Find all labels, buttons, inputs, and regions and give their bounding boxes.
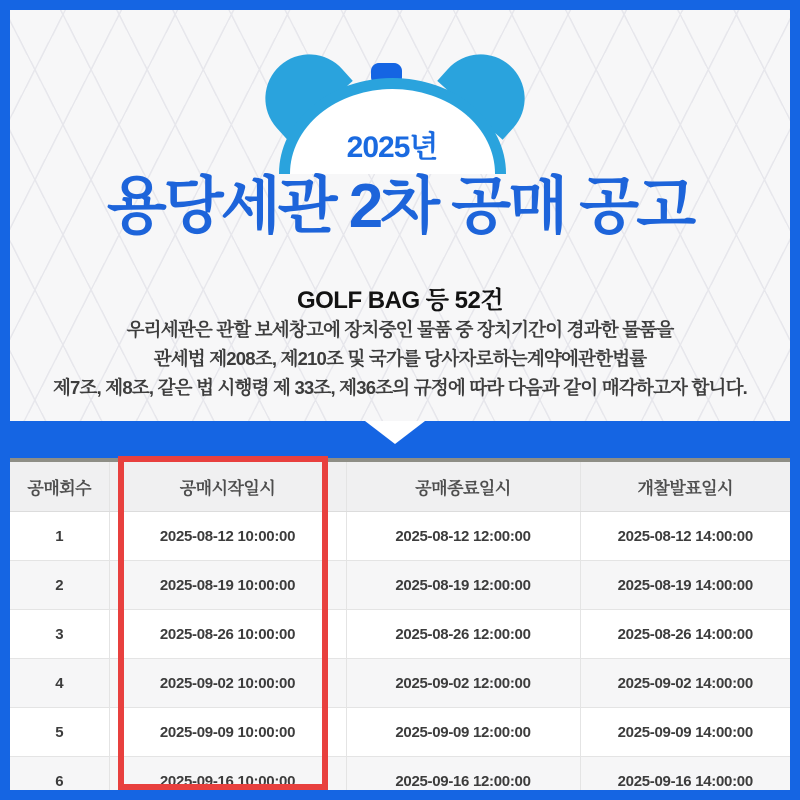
table-cell: 2025-09-09 14:00:00: [580, 708, 790, 757]
table-cell: 1: [10, 512, 109, 561]
item-summary: GOLF BAG 등 52건: [296, 287, 504, 314]
table-row: [10, 708, 790, 757]
auction-schedule-table: [10, 458, 790, 790]
table-row: [10, 757, 790, 791]
table-cell: 2025-08-26 12:00:00: [346, 610, 580, 659]
notice-description: [10, 315, 790, 402]
description-line: 우리세관은 관할 보세창고에 장치중인 물품 중 장치기간이 경과한 물품을: [126, 319, 674, 340]
table-row: [10, 610, 790, 659]
table-cell: 2025-08-12 10:00:00: [109, 512, 346, 561]
table-cell: 2025-08-19 10:00:00: [109, 561, 346, 610]
column-header: 공매종료일시: [346, 462, 580, 512]
column-header: 개찰발표일시: [580, 462, 790, 512]
table-cell: 3: [10, 610, 109, 659]
poster-content: [10, 10, 790, 790]
table-cell: 2025-09-16 12:00:00: [346, 757, 580, 791]
page-title: 용당세관 2차 공매 공고: [106, 172, 694, 241]
table-row: [10, 561, 790, 610]
table-cell: 2: [10, 561, 109, 610]
table-cell: 5: [10, 708, 109, 757]
table-cell: 2025-09-09 10:00:00: [109, 708, 346, 757]
pointer-down-triangle: [365, 421, 425, 444]
table-cell: 2025-09-02 14:00:00: [580, 659, 790, 708]
description-line: 제7조, 제8조, 같은 법 시행령 제 33조, 제36조의 규정에 따라 다음과 같이 매각하고자 합니다.: [52, 377, 748, 398]
column-header: 공매시작일시: [109, 462, 346, 512]
table-header-row: [10, 462, 790, 512]
table-row: [10, 512, 790, 561]
description-line: 관세법 제208조, 제210조 및 국가를 당사자로하는계약에관한법률: [153, 348, 647, 369]
table-cell: 2025-08-12 14:00:00: [580, 512, 790, 561]
table-cell: 2025-08-26 14:00:00: [580, 610, 790, 659]
table-cell: 2025-08-12 12:00:00: [346, 512, 580, 561]
table-row: [10, 659, 790, 708]
table-cell: 2025-08-19 14:00:00: [580, 561, 790, 610]
table-cell: 2025-09-02 10:00:00: [109, 659, 346, 708]
table-cell: 6: [10, 757, 109, 791]
table-cell: 2025-09-02 12:00:00: [346, 659, 580, 708]
table-body: [10, 512, 790, 791]
table-cell: 2025-09-16 10:00:00: [109, 757, 346, 791]
column-header: 공매회수: [10, 462, 109, 512]
year-badge: 2025년: [346, 131, 438, 164]
table-cell: 2025-08-26 10:00:00: [109, 610, 346, 659]
alarm-clock-icon: [10, 10, 790, 180]
table-cell: 2025-08-19 12:00:00: [346, 561, 580, 610]
table-cell: 2025-09-16 14:00:00: [580, 757, 790, 791]
table-cell: 2025-09-09 12:00:00: [346, 708, 580, 757]
table-cell: 4: [10, 659, 109, 708]
